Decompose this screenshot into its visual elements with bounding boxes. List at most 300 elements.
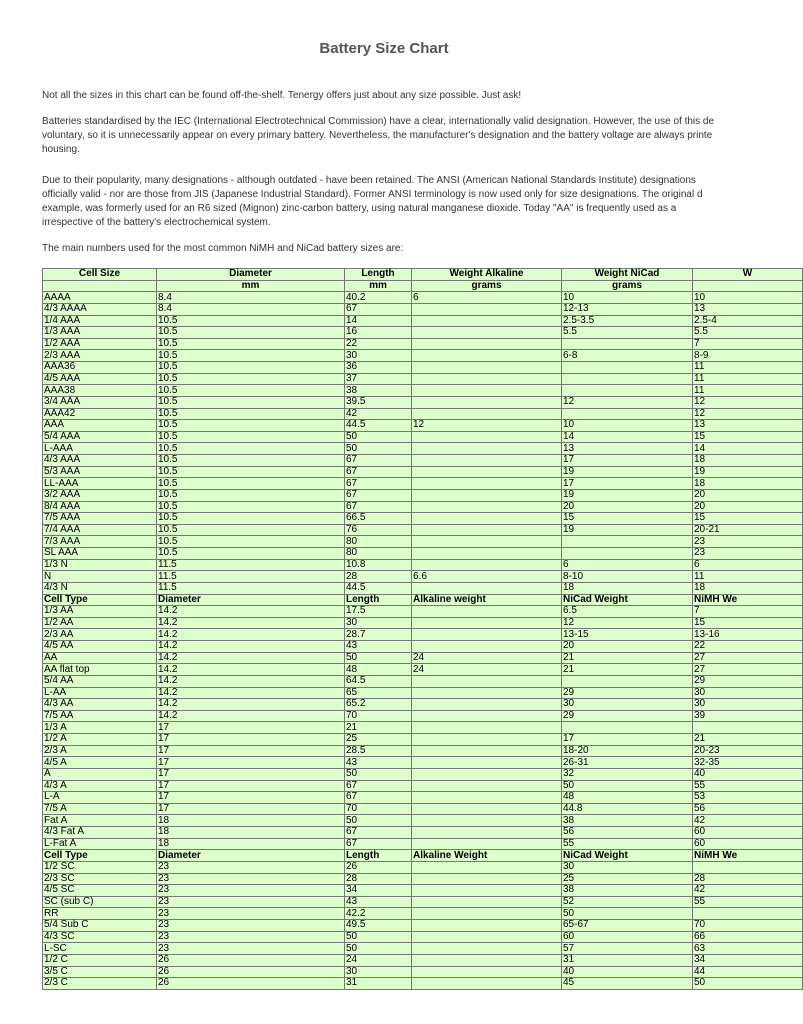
table-cell: 14 [345, 315, 412, 327]
table-cell: 20-21 [693, 524, 803, 536]
table-cell: 76 [345, 524, 412, 536]
table-cell: 15 [693, 431, 803, 443]
table-row [43, 617, 803, 629]
table-cell: 1/4 AAA [43, 315, 157, 327]
table-cell [412, 396, 562, 408]
table-cell: SC (sub C) [43, 896, 157, 908]
table-cell: 38 [562, 885, 693, 897]
table-row [43, 757, 803, 769]
table-cell: 14.2 [157, 664, 345, 676]
table-cell: 50 [693, 978, 803, 990]
table-cell: 17 [157, 768, 345, 780]
table-cell [412, 431, 562, 443]
intro-paragraph [42, 89, 768, 103]
table-cell [412, 710, 562, 722]
table-cell: 15 [693, 513, 803, 525]
table-cell: 10.5 [157, 478, 345, 490]
table-cell [412, 362, 562, 374]
table-cell: 30 [345, 350, 412, 362]
table-cell: 20 [693, 489, 803, 501]
table-cell [412, 443, 562, 455]
table-cell: 8-9 [693, 350, 803, 362]
table-cell: 10 [562, 420, 693, 432]
table-cell [412, 954, 562, 966]
table-cell: 22 [345, 338, 412, 350]
table-cell: 8-10 [562, 571, 693, 583]
table-row [43, 582, 803, 594]
table-cell: 26-31 [562, 757, 693, 769]
table-cell: 29 [693, 675, 803, 687]
table-cell: 3/2 AAA [43, 489, 157, 501]
table-cell: 2.5-3.5 [562, 315, 693, 327]
table-cell: 4/3 N [43, 582, 157, 594]
table-cell: 4/5 AA [43, 641, 157, 653]
table-cell: 10.8 [345, 559, 412, 571]
table-cell: NiCad Weight [562, 594, 693, 606]
table-cell [412, 629, 562, 641]
column-header: Cell Size [43, 269, 157, 281]
table-cell: 44 [693, 966, 803, 978]
table-cell: 2/3 SC [43, 873, 157, 885]
column-header: mm [157, 280, 345, 292]
table-cell: 14 [693, 443, 803, 455]
table-row [43, 710, 803, 722]
battery-size-table [42, 268, 803, 990]
table-cell [412, 536, 562, 548]
table-cell [562, 373, 693, 385]
table-cell: 10.5 [157, 408, 345, 420]
table-cell: 2/3 C [43, 978, 157, 990]
table-cell: 23 [157, 873, 345, 885]
table-cell [412, 559, 562, 571]
table-row [43, 641, 803, 653]
table-row [43, 629, 803, 641]
table-cell: 40 [693, 768, 803, 780]
table-cell: 10.5 [157, 513, 345, 525]
header-row [43, 269, 803, 281]
table-cell: 2/3 AAA [43, 350, 157, 362]
table-cell: 30 [562, 699, 693, 711]
table-cell [412, 768, 562, 780]
table-cell: 11 [693, 362, 803, 374]
ansi-paragraph [42, 174, 768, 230]
table-cell [412, 327, 562, 339]
table-row [43, 873, 803, 885]
table-cell [562, 536, 693, 548]
paragraph-line: The main numbers used for the most common NiMH and NiCad battery sizes are: [42, 243, 404, 254]
table-cell: 5/4 AAA [43, 431, 157, 443]
table-cell [562, 675, 693, 687]
table-row [43, 861, 803, 873]
table-row [43, 908, 803, 920]
page-title: Battery Size Chart [319, 40, 449, 57]
table-cell: 27 [693, 664, 803, 676]
table-cell [412, 745, 562, 757]
table-cell: 10.5 [157, 455, 345, 467]
table-cell: 17 [157, 780, 345, 792]
table-intro-paragraph [42, 242, 768, 256]
table-cell: 2.5-4 [693, 315, 803, 327]
table-cell: 11.5 [157, 582, 345, 594]
table-cell: 12 [693, 396, 803, 408]
table-cell [412, 966, 562, 978]
table-cell: 5/4 AA [43, 675, 157, 687]
table-row [43, 385, 803, 397]
table-row [43, 664, 803, 676]
table-cell: 32 [562, 768, 693, 780]
table-row [43, 396, 803, 408]
table-cell: 31 [345, 978, 412, 990]
table-row [43, 803, 803, 815]
table-cell: 20-23 [693, 745, 803, 757]
table-cell: 1/2 SC [43, 861, 157, 873]
table-row [43, 722, 803, 734]
table-cell: 49.5 [345, 920, 412, 932]
table-cell: 1/2 AA [43, 617, 157, 629]
table-cell [412, 478, 562, 490]
table-row [43, 827, 803, 839]
table-cell: 1/3 A [43, 722, 157, 734]
table-cell: Diameter [157, 850, 345, 862]
table-cell: 3/4 AAA [43, 396, 157, 408]
table-cell [412, 815, 562, 827]
table-cell: 13-15 [562, 629, 693, 641]
table-cell: 30 [693, 687, 803, 699]
table-cell: 21 [345, 722, 412, 734]
table-cell: 44.5 [345, 420, 412, 432]
table-cell: Length [345, 850, 412, 862]
table-cell: 26 [157, 978, 345, 990]
table-cell: 53 [693, 792, 803, 804]
table-cell: 70 [345, 710, 412, 722]
table-row [43, 571, 803, 583]
table-cell: 42.2 [345, 908, 412, 920]
table-row [43, 327, 803, 339]
table-cell: 4/3 AAA [43, 455, 157, 467]
column-header: mm [345, 280, 412, 292]
table-cell: 10.5 [157, 443, 345, 455]
table-cell: 42 [345, 408, 412, 420]
table-cell: 12 [693, 408, 803, 420]
table-cell: 6.5 [562, 606, 693, 618]
table-cell: 26 [345, 861, 412, 873]
table-cell: 29 [562, 710, 693, 722]
table-cell: 10.5 [157, 396, 345, 408]
table-cell [412, 675, 562, 687]
table-cell: 23 [157, 885, 345, 897]
table-row [43, 292, 803, 304]
table-cell [412, 385, 562, 397]
table-cell: Cell Type [43, 850, 157, 862]
table-cell: 67 [345, 501, 412, 513]
paragraph-line: irrespective of the battery's electrochemical system. [42, 217, 271, 228]
table-cell: 18 [693, 582, 803, 594]
table-cell: 6-8 [562, 350, 693, 362]
table-cell: 7/4 AAA [43, 524, 157, 536]
table-row [43, 675, 803, 687]
table-cell [412, 606, 562, 618]
table-cell: 21 [562, 664, 693, 676]
table-cell: 10.5 [157, 536, 345, 548]
column-header [693, 280, 803, 292]
table-cell: 23 [693, 536, 803, 548]
table-cell: 19 [562, 466, 693, 478]
table-cell: 50 [345, 931, 412, 943]
table-cell: 19 [693, 466, 803, 478]
table-row [43, 431, 803, 443]
table-cell: 12 [562, 396, 693, 408]
table-cell: 17 [562, 455, 693, 467]
paragraph-line: voluntary, so it is unnecessarily appear on every primary battery. Nevertheless, the manufacturer's designation and the battery voltage are always printe [42, 130, 713, 141]
table-cell: 67 [345, 827, 412, 839]
table-cell: 50 [345, 431, 412, 443]
table-cell: 3/5 C [43, 966, 157, 978]
table-cell: 30 [693, 699, 803, 711]
table-cell: 17 [562, 478, 693, 490]
table-cell: 8.4 [157, 292, 345, 304]
table-row [43, 478, 803, 490]
table-cell: 7/5 AA [43, 710, 157, 722]
paragraph-line: example, was formerly used for an R6 sized (Mignon) zinc-carbon battery, using natural manganese dioxide. Today "AA" is frequently used as a [42, 203, 677, 214]
table-cell: 8/4 AAA [43, 501, 157, 513]
table-cell [412, 687, 562, 699]
table-cell: 30 [345, 617, 412, 629]
table-cell: 64.5 [345, 675, 412, 687]
table-cell [412, 455, 562, 467]
table-cell [693, 908, 803, 920]
table-cell: 43 [345, 641, 412, 653]
table-cell: 18-20 [562, 745, 693, 757]
table-cell [412, 838, 562, 850]
column-header: Length [345, 269, 412, 281]
table-row [43, 885, 803, 897]
table-cell: 52 [562, 896, 693, 908]
table-cell: 42 [693, 885, 803, 897]
table-cell [412, 873, 562, 885]
table-cell: 20 [562, 501, 693, 513]
table-cell: 6 [693, 559, 803, 571]
table-cell: 12 [412, 420, 562, 432]
table-cell: 16 [345, 327, 412, 339]
table-cell: 14.2 [157, 687, 345, 699]
iec-paragraph [42, 115, 768, 157]
table-cell: NiMH We [693, 594, 803, 606]
table-cell: 70 [345, 803, 412, 815]
column-header: W [693, 269, 803, 281]
table-cell: 14.2 [157, 652, 345, 664]
table-cell: 30 [562, 861, 693, 873]
table-cell [412, 303, 562, 315]
table-cell [562, 338, 693, 350]
table-cell: 2/3 A [43, 745, 157, 757]
table-cell: AAA36 [43, 362, 157, 374]
table-cell: 23 [157, 861, 345, 873]
table-cell: 67 [345, 455, 412, 467]
table-cell: 25 [345, 734, 412, 746]
table-cell: 40 [562, 966, 693, 978]
table-cell: Alkaline Weight [412, 850, 562, 862]
table-cell: 11 [693, 385, 803, 397]
table-row [43, 420, 803, 432]
table-cell [693, 861, 803, 873]
table-cell: 36 [345, 362, 412, 374]
battery-table-container [42, 268, 753, 989]
table-cell: 18 [157, 815, 345, 827]
table-cell: 13 [693, 303, 803, 315]
table-cell: 10.5 [157, 373, 345, 385]
table-row [43, 373, 803, 385]
table-cell [412, 920, 562, 932]
table-cell [412, 803, 562, 815]
column-header: grams [562, 280, 693, 292]
table-cell [412, 780, 562, 792]
table-cell: 50 [562, 908, 693, 920]
table-cell: 18 [157, 827, 345, 839]
table-row [43, 954, 803, 966]
table-cell: 13-16 [693, 629, 803, 641]
table-cell: AA flat top [43, 664, 157, 676]
table-cell: 7 [693, 338, 803, 350]
table-cell: 7/3 AAA [43, 536, 157, 548]
column-header [43, 280, 157, 292]
table-cell: 48 [562, 792, 693, 804]
table-cell: 28 [345, 571, 412, 583]
table-cell [412, 513, 562, 525]
table-cell: 14.2 [157, 675, 345, 687]
table-cell: 67 [345, 838, 412, 850]
paragraph-line: Due to their popularity, many designations - although outdated - have been retained. The ANSI (American National Standards Institute) designations [42, 175, 696, 186]
table-cell: 67 [345, 489, 412, 501]
table-row [43, 548, 803, 560]
table-cell: 60 [693, 838, 803, 850]
table-cell [412, 501, 562, 513]
table-cell: 67 [345, 478, 412, 490]
table-cell: 1/3 N [43, 559, 157, 571]
column-header: grams [412, 280, 562, 292]
table-cell: L-AAA [43, 443, 157, 455]
table-cell: 12 [562, 617, 693, 629]
table-cell: 5/4 Sub C [43, 920, 157, 932]
table-cell: 1/2 A [43, 734, 157, 746]
table-cell: 10.5 [157, 350, 345, 362]
table-cell [412, 315, 562, 327]
table-cell [412, 978, 562, 990]
table-cell: 15 [562, 513, 693, 525]
table-cell: L-SC [43, 943, 157, 955]
table-cell: 18 [693, 478, 803, 490]
header-row [43, 280, 803, 292]
table-row [43, 792, 803, 804]
table-row [43, 455, 803, 467]
table-row [43, 513, 803, 525]
table-cell: 66.5 [345, 513, 412, 525]
table-cell: 4/5 SC [43, 885, 157, 897]
table-cell: AAA42 [43, 408, 157, 420]
table-cell [412, 861, 562, 873]
table-cell: 18 [693, 455, 803, 467]
table-cell: 1/2 C [43, 954, 157, 966]
table-cell: 21 [562, 652, 693, 664]
table-row [43, 536, 803, 548]
table-cell [412, 489, 562, 501]
column-header: Weight NiCad [562, 269, 693, 281]
paragraph-line: Batteries standardised by the IEC (International Electrotechnical Commission) have a clear, internationally valid designation. However, the use of this de [42, 116, 715, 127]
table-cell: 30 [345, 966, 412, 978]
table-cell: 4/3 AAAA [43, 303, 157, 315]
table-cell: 19 [562, 489, 693, 501]
paragraph-line: Not all the sizes in this chart can be found off-the-shelf. Tenergy offers just about any size possible. Just ask! [42, 90, 522, 101]
table-cell: 4/5 AAA [43, 373, 157, 385]
table-cell: 65.2 [345, 699, 412, 711]
table-cell [412, 896, 562, 908]
table-cell [412, 466, 562, 478]
table-cell: 10.5 [157, 338, 345, 350]
table-cell: 10.5 [157, 501, 345, 513]
table-cell: 57 [562, 943, 693, 955]
table-cell [412, 524, 562, 536]
table-cell: 6 [412, 292, 562, 304]
table-row [43, 920, 803, 932]
table-cell: 11 [693, 373, 803, 385]
table-cell: 50 [562, 780, 693, 792]
table-cell: Fat A [43, 815, 157, 827]
table-cell: 10.5 [157, 362, 345, 374]
table-cell: 67 [345, 303, 412, 315]
table-row [43, 652, 803, 664]
table-row [43, 466, 803, 478]
table-cell [412, 931, 562, 943]
table-row [43, 501, 803, 513]
table-cell [412, 617, 562, 629]
table-cell: 55 [562, 838, 693, 850]
table-cell: 67 [345, 466, 412, 478]
table-cell: LL-AAA [43, 478, 157, 490]
table-cell: 50 [345, 768, 412, 780]
table-row [43, 896, 803, 908]
table-cell [412, 734, 562, 746]
table-cell [562, 722, 693, 734]
table-cell: 23 [157, 943, 345, 955]
table-cell: 65 [345, 687, 412, 699]
table-cell: 38 [562, 815, 693, 827]
table-cell: 60 [562, 931, 693, 943]
table-cell: 4/3 Fat A [43, 827, 157, 839]
table-cell: 20 [693, 501, 803, 513]
table-row [43, 362, 803, 374]
table-cell: 44.8 [562, 803, 693, 815]
table-cell: 10.5 [157, 489, 345, 501]
table-cell: 5.5 [693, 327, 803, 339]
table-row [43, 966, 803, 978]
table-cell: 17 [157, 734, 345, 746]
table-cell: 21 [693, 734, 803, 746]
table-cell: 13 [562, 443, 693, 455]
table-cell: 19 [562, 524, 693, 536]
table-cell: 44.5 [345, 582, 412, 594]
table-cell: 23 [157, 920, 345, 932]
table-row [43, 443, 803, 455]
table-row [43, 350, 803, 362]
table-cell: 40.2 [345, 292, 412, 304]
table-cell: 17.5 [345, 606, 412, 618]
table-cell: 50 [345, 652, 412, 664]
table-cell: 48 [345, 664, 412, 676]
table-cell: 17 [157, 803, 345, 815]
table-cell: 10 [562, 292, 693, 304]
table-row [43, 315, 803, 327]
table-row [43, 489, 803, 501]
table-row [43, 978, 803, 990]
